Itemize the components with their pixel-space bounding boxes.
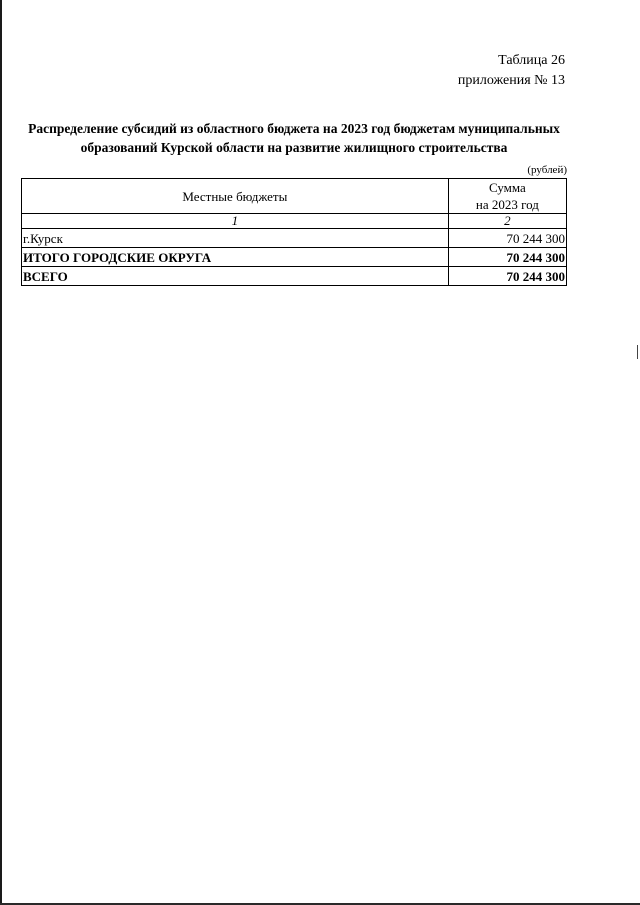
units-label: (рублей)	[527, 164, 567, 176]
column-numbers-row	[22, 214, 567, 229]
row-value: 70 244 300	[448, 267, 566, 286]
appendix-label: приложения № 13	[457, 73, 565, 88]
column-number-2: 2	[448, 214, 566, 229]
document-header	[458, 51, 565, 91]
scan-mark	[637, 345, 638, 359]
row-name: ИТОГО ГОРОДСКИЕ ОКРУГА	[22, 248, 449, 267]
header-local-budgets: Местные бюджеты	[22, 179, 449, 214]
row-value: 70 244 300	[448, 229, 566, 248]
table-row-total	[22, 267, 567, 286]
row-name: г.Курск	[22, 229, 449, 248]
table-number-label: Таблица 26	[498, 53, 565, 68]
column-number-1: 1	[22, 214, 449, 229]
header-sum-line-2: на 2023 год	[475, 197, 539, 212]
document-title	[20, 119, 568, 157]
table-header-row	[22, 179, 567, 214]
row-value: 70 244 300	[448, 248, 566, 267]
header-sum	[448, 179, 566, 214]
title-line-1: Распределение субсидий из областного бюджета на 2023 год бюджетам муниципальных	[28, 121, 560, 136]
header-sum-line-1: Сумма	[488, 180, 526, 195]
title-line-2: образований Курской области на развитие жилищного строительства	[80, 140, 508, 155]
scan-edge-left	[0, 0, 2, 905]
table-row	[22, 229, 567, 248]
subsidy-table	[21, 178, 567, 286]
table-row-subtotal	[22, 248, 567, 267]
row-name: ВСЕГО	[22, 267, 449, 286]
